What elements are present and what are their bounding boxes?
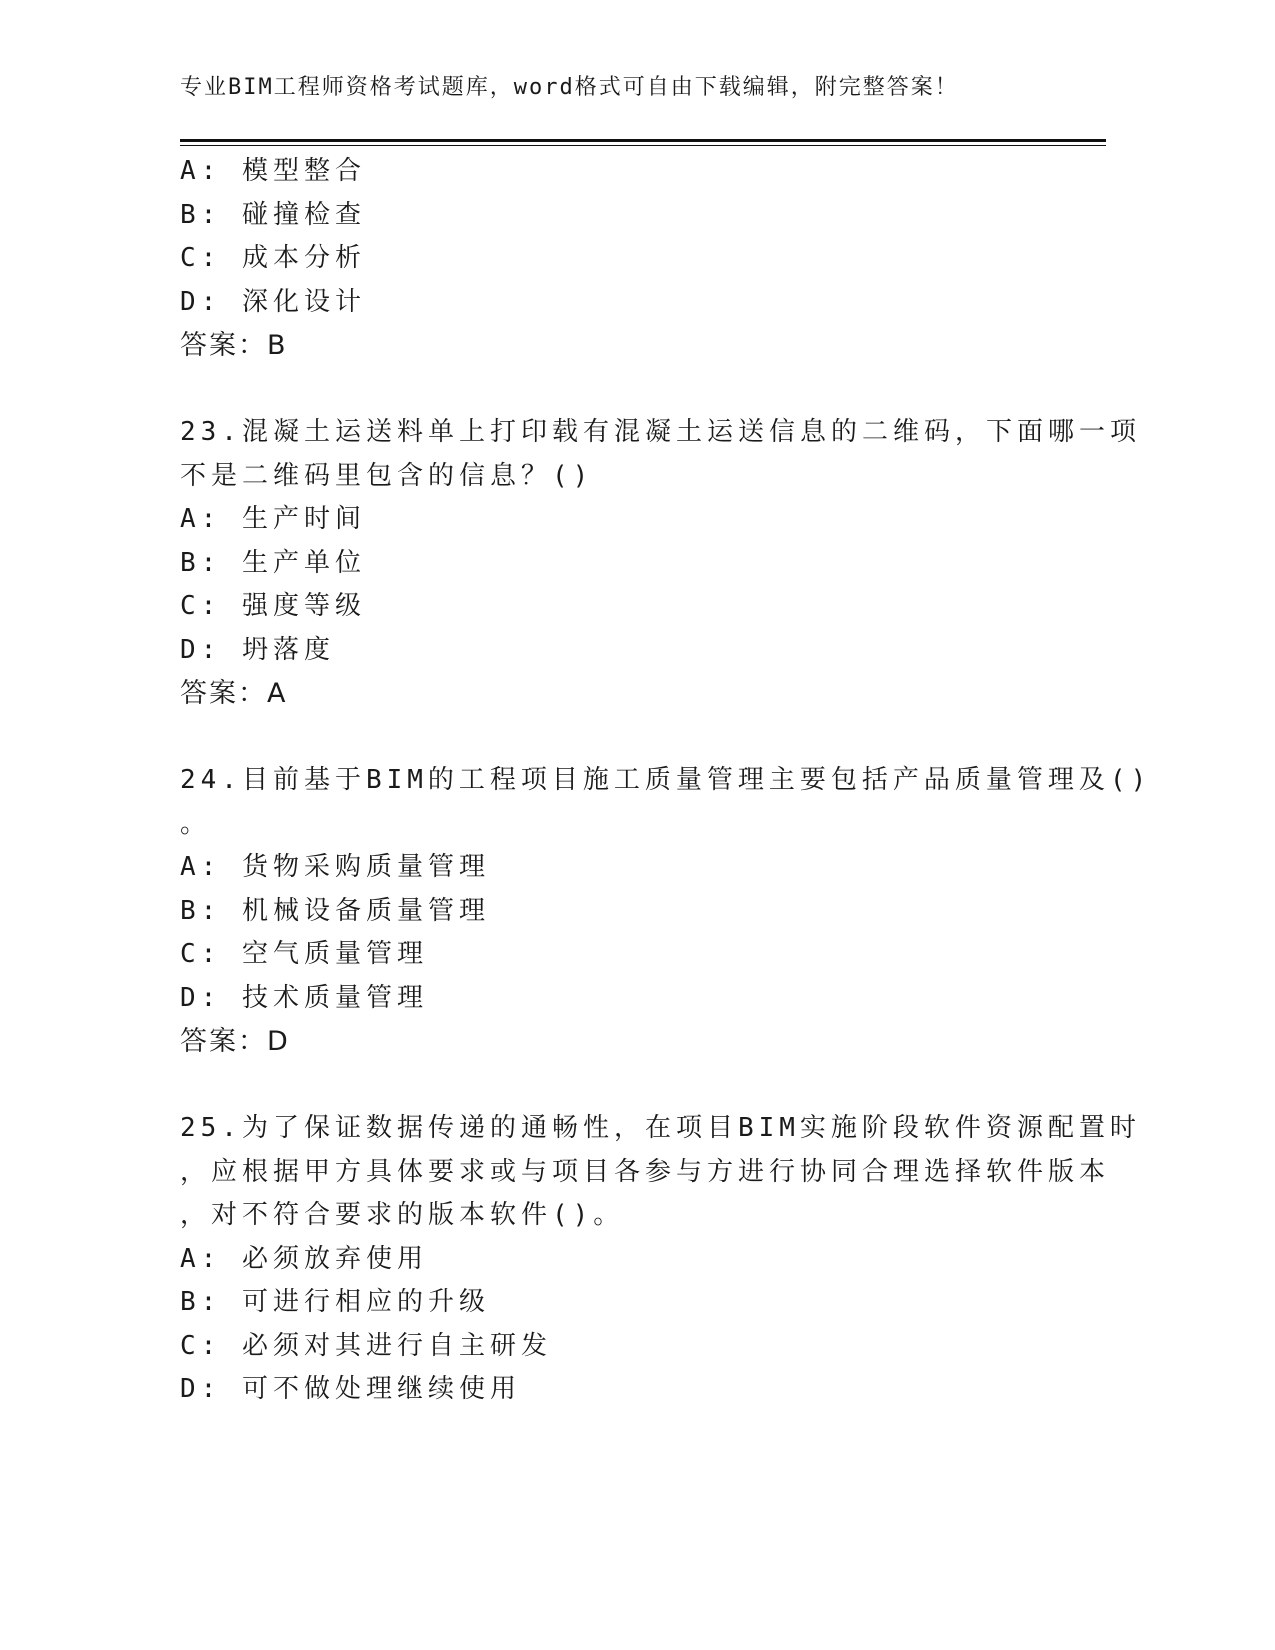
- option-item: C: 强度等级: [180, 591, 366, 621]
- question-list: [180, 150, 1152, 1412]
- option-item: A: 生产时间: [180, 504, 366, 534]
- question-block: [180, 368, 1141, 716]
- page-header: 专业BIM工程师资格考试题库，word格式可自由下载编辑，附完整答案！: [180, 75, 959, 100]
- option-item: D: 坍落度: [180, 634, 335, 665]
- option-item: D: 深化设计: [180, 286, 366, 317]
- option-item: A: 货物采购质量管理: [180, 852, 490, 882]
- option-item: C: 必须对其进行自主研发: [180, 1330, 552, 1361]
- block-spacer: [180, 1064, 1050, 1108]
- option-item: B: 碰撞检查: [180, 199, 366, 230]
- option-item: C: 成本分析: [180, 243, 366, 273]
- question-block: [180, 716, 1152, 1064]
- question-text-line: 25.为了保证数据传递的通畅性，在项目BIM实施阶段软件资源配置时: [180, 1113, 1141, 1143]
- question-block: [180, 150, 1050, 368]
- header-rule-thick: [180, 139, 1106, 142]
- question-text-line: 。: [180, 808, 212, 839]
- header-rule-thin: [180, 145, 1106, 146]
- question-text-line: ，对不符合要求的版本软件()。: [180, 1200, 625, 1230]
- option-item: D: 技术质量管理: [180, 982, 428, 1013]
- option-item: B: 生产单位: [180, 547, 366, 578]
- question-text-line: ，应根据甲方具体要求或与项目各参与方进行协同合理选择软件版本: [180, 1156, 1111, 1187]
- option-item: B: 机械设备质量管理: [180, 895, 490, 926]
- option-item: D: 可不做处理继续使用: [180, 1374, 521, 1404]
- option-item: C: 空气质量管理: [180, 939, 428, 969]
- question-text-line: 不是二维码里包含的信息？(): [180, 460, 594, 491]
- option-item: A: 模型整合: [180, 156, 366, 186]
- answer-line: 答案：B: [180, 330, 288, 361]
- block-spacer: [180, 368, 1050, 412]
- block-spacer: [180, 716, 1050, 760]
- question-text-line: 23.混凝土运送料单上打印载有混凝土运送信息的二维码，下面哪一项: [180, 417, 1141, 447]
- option-item: B: 可进行相应的升级: [180, 1287, 490, 1317]
- answer-line: 答案：A: [180, 678, 288, 709]
- question-block: [180, 1064, 1141, 1412]
- answer-line: 答案：D: [180, 1026, 290, 1057]
- question-text-line: 24.目前基于BIM的工程项目施工质量管理主要包括产品质量管理及(): [180, 765, 1152, 795]
- option-item: A: 必须放弃使用: [180, 1243, 428, 1274]
